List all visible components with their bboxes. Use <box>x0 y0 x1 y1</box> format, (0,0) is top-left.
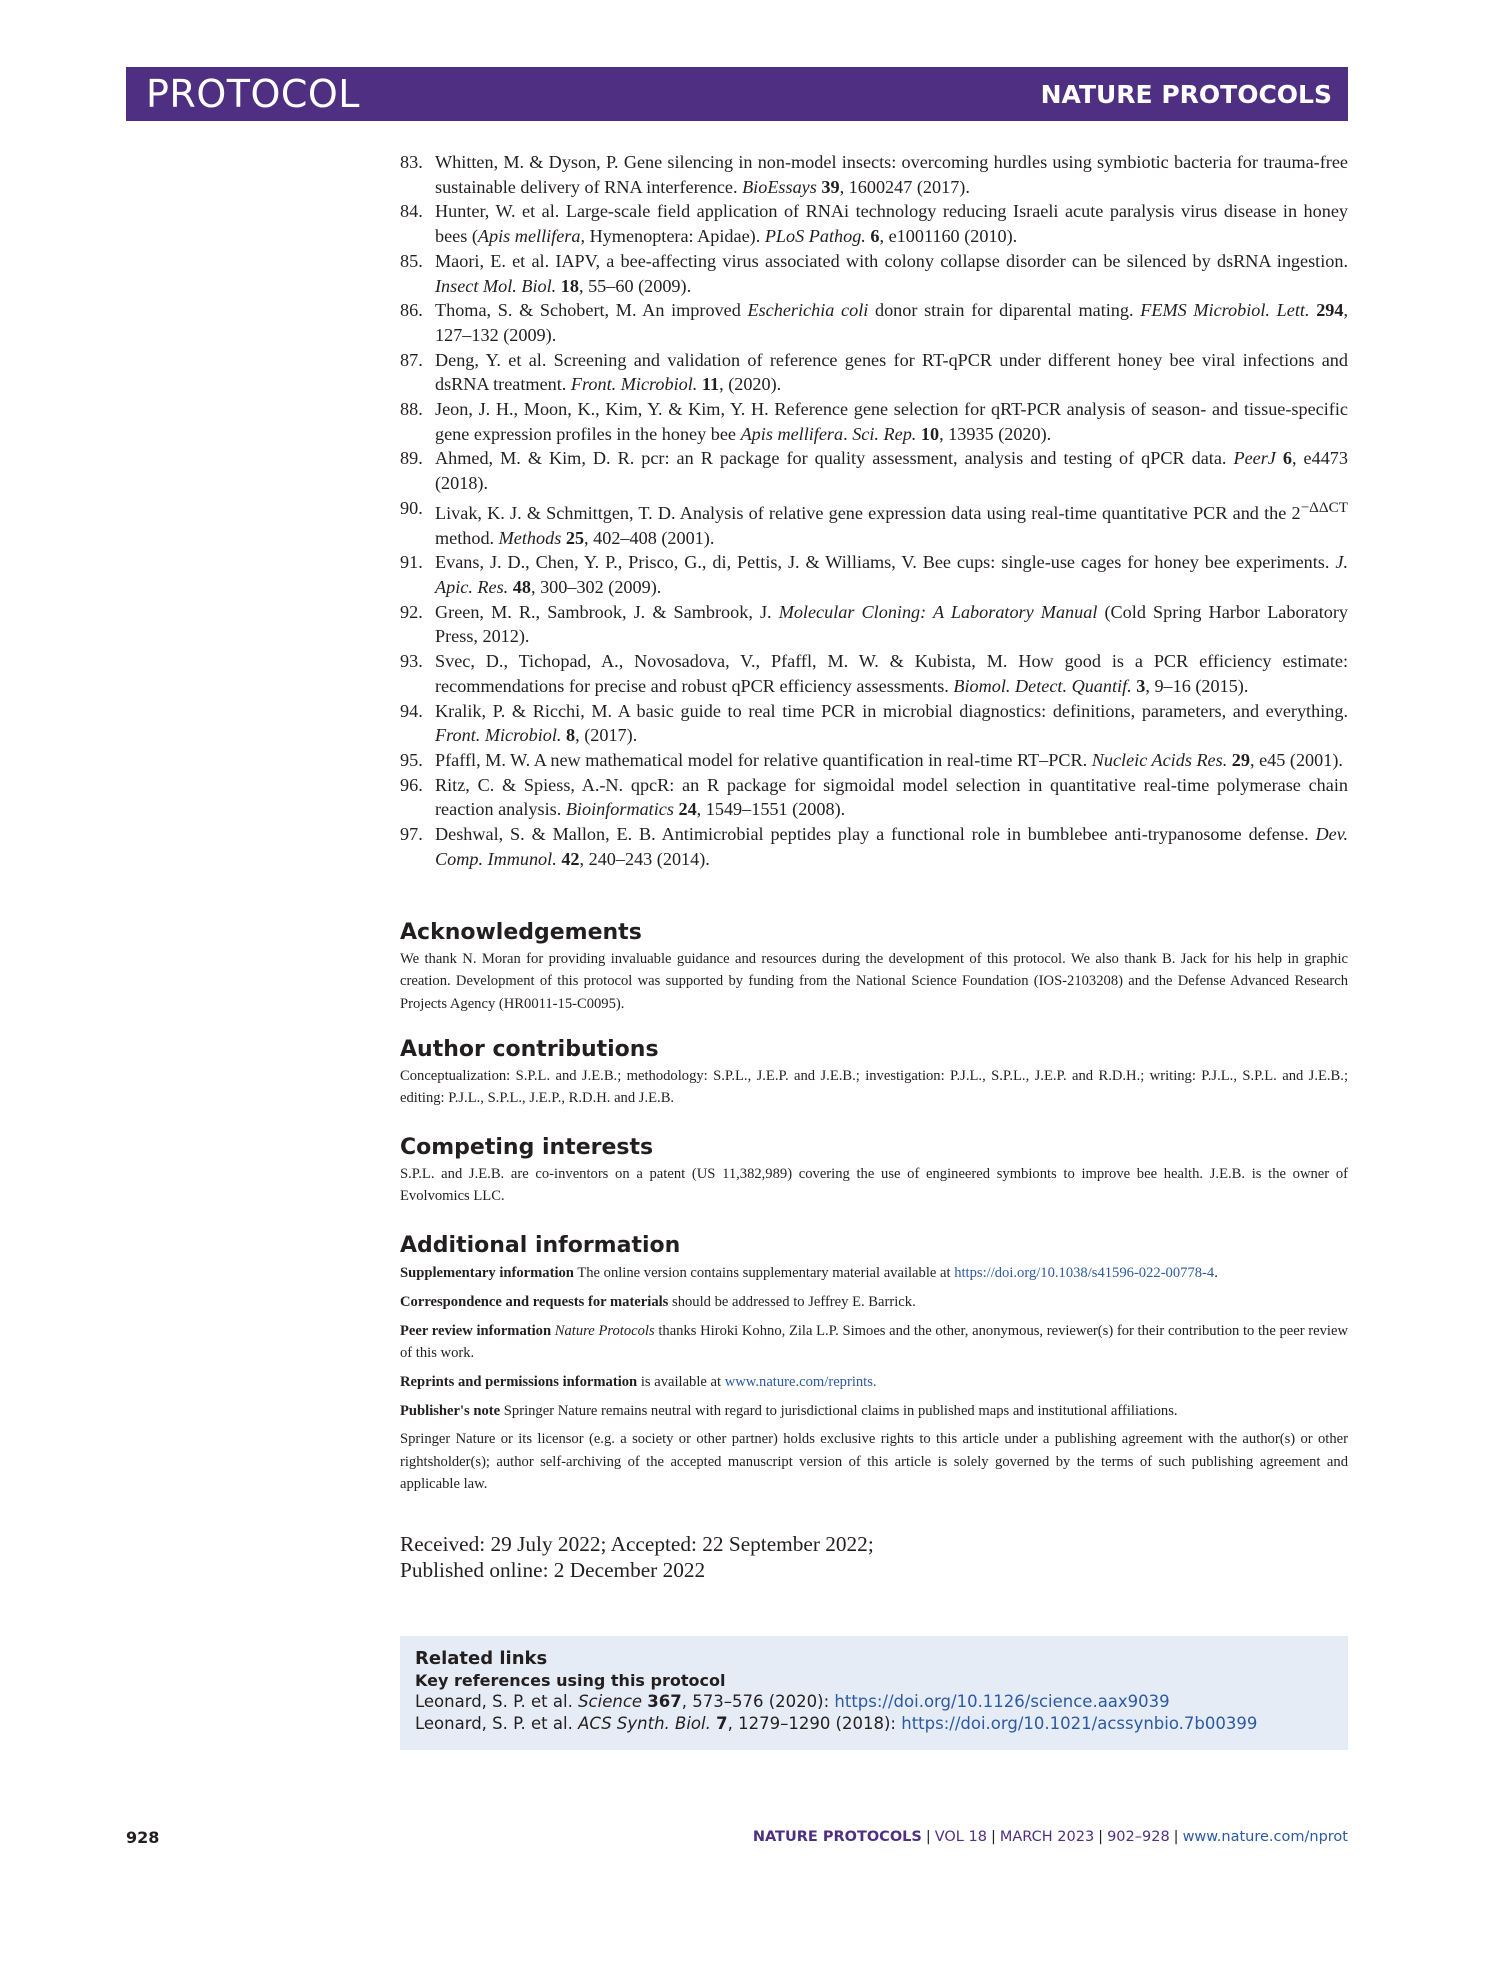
reprints-link[interactable]: www.nature.com/reprints. <box>724 1373 877 1390</box>
reference-text: Whitten, M. & Dyson, P. Gene silencing in non-model insects: overcoming hurdles using symbiotic bacteria for trauma-free sustainable delivery of RNA interference. BioEssays 39, 1600247 (2017). <box>435 152 1348 197</box>
reference-item <box>400 649 1348 698</box>
related-link-authors: Leonard, S. P. et al. <box>415 1692 573 1711</box>
related-link-volume: 367 <box>647 1692 682 1711</box>
competing-interests-heading: Competing interests <box>400 1135 654 1160</box>
author-contributions-heading: Author contributions <box>400 1037 659 1062</box>
reference-item <box>400 298 1348 347</box>
reference-item <box>400 348 1348 397</box>
related-link-url[interactable]: https://doi.org/10.1126/science.aax9039 <box>834 1692 1170 1711</box>
footer-separator: | <box>1098 1829 1104 1845</box>
reference-text: Pfaffl, M. W. A new mathematical model for relative quantification in real-time RT–PCR. Nucleic Acids Res. 29, e45 (2001). <box>435 749 1343 770</box>
related-link-authors: Leonard, S. P. et al. <box>415 1713 573 1733</box>
correspondence-text: should be addressed to Jeffrey E. Barrick. <box>672 1293 916 1310</box>
footer-date: MARCH 2023 <box>999 1829 1095 1845</box>
reference-number: 88. <box>400 399 423 420</box>
reference-text: Evans, J. D., Chen, Y. P., Prisco, G., di, Pettis, J. & Williams, V. Bee cups: single-use cages for honey bee experiments. J. Apic. Res. 48, 300–302 (2009). <box>435 552 1348 598</box>
footer-separator: | <box>1173 1829 1179 1845</box>
peer-review-info <box>400 1320 1348 1365</box>
reference-number: 89. <box>400 448 423 469</box>
reference-number: 87. <box>400 349 423 370</box>
footer-journal: NATURE PROTOCOLS <box>752 1829 922 1845</box>
reference-text: Livak, K. J. & Schmittgen, T. D. Analysis of relative gene expression data using real-time quantitative PCR and the $2^{-\Delta\Delta CT}$ method. Methods 25, 402–408 (2001). <box>435 498 1348 548</box>
supplementary-info: Supplementary information The online version contains supplementary material available at https://doi.org/10.1038/s41596-022-00778-4. <box>400 1265 1218 1281</box>
competing-interests-text: S.P.L. and J.E.B. are co-inventors on a patent (US 11,382,989) covering the use of engineered symbionts to improve bee health. J.E.B. is the owner of Evolvomics LLC. <box>400 1166 1348 1205</box>
related-link-item <box>415 1691 1333 1713</box>
reference-number: 92. <box>400 601 423 622</box>
related-links-subtitle: Key references using this protocol <box>415 1670 726 1690</box>
reference-text: Hunter, W. et al. Large-scale field application of RNAi technology reducing Israeli acute paralysis virus disease in honey bees (Apis mellifera, Hymenoptera: Apidae). PLoS Pathog. 6, e1001160 (2010). <box>435 201 1348 247</box>
reprints-label: Reprints and permissions information <box>400 1373 638 1390</box>
reference-number: 95. <box>400 749 423 770</box>
publisher-note <box>400 1400 1348 1422</box>
supplementary-label: Supplementary information <box>400 1265 574 1281</box>
additional-information <box>400 1262 1348 1502</box>
reference-item <box>400 773 1348 822</box>
related-link-url[interactable]: https://doi.org/10.1021/acssynbio.7b00399 <box>901 1713 1258 1733</box>
section-label: PROTOCOL <box>146 72 360 116</box>
reference-item <box>400 496 1348 550</box>
reference-number: 96. <box>400 774 423 795</box>
reference-number: 91. <box>400 552 423 573</box>
reference-item <box>400 699 1348 748</box>
reference-text: Deshwal, S. & Mallon, E. B. Antimicrobial peptides play a functional role in bumblebee anti-trypanosome defense. Dev. Comp. Immunol. 42, 240–243 (2014). <box>435 824 1348 869</box>
reference-text: Svec, D., Tichopad, A., Novosadova, V., Pfaffl, M. W. & Kubista, M. How good is a PCR efficiency estimate: recommendations for precise and robust qPCR efficiency assessments. Biomol. Detect. Quantif. 3, 9–16 (2015). <box>435 651 1348 696</box>
correspondence-info <box>400 1291 1348 1313</box>
reference-number: 84. <box>400 201 423 222</box>
reference-item <box>400 748 1348 773</box>
reference-item <box>400 249 1348 298</box>
page-header <box>126 67 1348 121</box>
related-link-journal: ACS Synth. Biol. <box>578 1713 711 1733</box>
footer-pages: 902–928 <box>1107 1829 1170 1845</box>
related-link-pages: , 573–576 (2020): <box>681 1692 830 1711</box>
acknowledgements-text: We thank N. Moran for providing invaluable guidance and resources during the development of this protocol. We also thank B. Jack for his help in graphic creation. Development of this protocol was supported by funding from the National Science Foundation (IOS-2103208) and the Defense Advanced Research Projects Agency (HR0011-15-C0095). <box>400 951 1348 1012</box>
reference-text: Ritz, C. & Spiess, A.-N. qpcR: an R package for sigmoidal model selection in quantitative real-time polymerase chain reaction analysis. Bioinformatics 24, 1549–1551 (2008). <box>435 774 1348 820</box>
springer-rights: Springer Nature or its licensor (e.g. a society or other partner) holds exclusive rights to this article under a publishing agreement with the author(s) or other rightsholder(s); author self-archiving of the accepted manuscript version of this article is solely governed by the terms of such publishing agreement and applicable law. <box>400 1431 1348 1493</box>
reference-item <box>400 600 1348 649</box>
reference-number: 97. <box>400 824 423 845</box>
reference-item <box>400 822 1348 871</box>
reference-number: 90. <box>400 497 423 518</box>
footer-citation <box>753 1829 1348 1845</box>
related-links-box <box>400 1636 1348 1750</box>
related-link-journal: Science <box>578 1692 643 1711</box>
footer-separator: | <box>925 1829 931 1845</box>
publisher-note-text: Springer Nature remains neutral with regard to jurisdictional claims in published maps and institutional affiliations. <box>503 1402 1178 1419</box>
related-link-pages: , 1279–1290 (2018): <box>727 1713 896 1733</box>
footer-volume: VOL 18 <box>934 1829 987 1845</box>
page-number: 928 <box>126 1828 160 1847</box>
acknowledgements-heading: Acknowledgements <box>400 920 642 945</box>
author-contributions-text: Conceptualization: S.P.L. and J.E.B.; methodology: S.P.L., J.E.P. and J.E.B.; investigation: P.J.L., S.P.L., J.E.P. and R.D.H.; writing: P.J.L., S.P.L. and J.E.B.; editing: P.J.L., S.P.L., J.E.P., R.D.H. and J.E.B. <box>400 1068 1348 1107</box>
reference-item <box>400 446 1348 495</box>
journal-label: NATURE PROTOCOLS <box>1040 79 1332 109</box>
related-link-volume: 7 <box>716 1713 728 1733</box>
supplementary-text: The online version contains supplementary material available at <box>577 1265 951 1281</box>
reference-text: Deng, Y. et al. Screening and validation of reference genes for RT-qPCR under different honey bee viral infections and dsRNA treatment. Front. Microbiol. 11, (2020). <box>435 349 1348 395</box>
reference-number: 85. <box>400 250 423 271</box>
reprints-info <box>400 1371 1348 1393</box>
received-accepted: Received: 29 July 2022; Accepted: 22 September 2022; <box>400 1532 874 1556</box>
reference-text: Green, M. R., Sambrook, J. & Sambrook, J. Molecular Cloning: A Laboratory Manual (Cold Spring Harbor Laboratory Press, 2012). <box>435 601 1348 647</box>
reprints-text: is available at <box>640 1373 722 1390</box>
reference-text: Ahmed, M. & Kim, D. R. pcr: an R package for quality assessment, analysis and testing of qPCR data. PeerJ 6, e4473 (2018). <box>435 448 1348 494</box>
reference-number: 86. <box>400 300 423 321</box>
additional-information-heading: Additional information <box>400 1233 681 1258</box>
reference-item <box>400 550 1348 599</box>
related-link-item <box>415 1713 1333 1735</box>
published-online: Published online: 2 December 2022 <box>400 1557 706 1582</box>
reference-text: Jeon, J. H., Moon, K., Kim, Y. & Kim, Y. H. Reference gene selection for qRT-PCR analysis of season- and tissue-specific gene expression profiles in the honey bee Apis mellifera. Sci. Rep. 10, 13935 (2020). <box>435 399 1348 444</box>
reference-number: 93. <box>400 651 423 672</box>
reference-text: Thoma, S. & Schobert, M. An improved Escherichia coli donor strain for diparental mating. FEMS Microbiol. Lett. 294, 127–132 (2009). <box>435 300 1349 345</box>
reference-item <box>400 397 1348 446</box>
supplementary-link[interactable]: https://doi.org/10.1038/s41596-022-00778-4 <box>954 1265 1215 1281</box>
peer-review-label: Peer review information <box>400 1322 552 1339</box>
peer-review-text: thanks Hiroki Kohno, Zila L.P. Simoes and the other, anonymous, reviewer(s) for their contribution to the peer review of this work. <box>400 1322 1349 1361</box>
article-dates <box>400 1532 874 1583</box>
peer-review-journal: Nature Protocols <box>554 1322 655 1339</box>
reference-text: Maori, E. et al. IAPV, a bee-affecting virus associated with colony collapse disorder can be silenced by dsRNA ingestion. Insect Mol. Biol. 18, 55–60 (2009). <box>435 250 1348 296</box>
reference-number: 83. <box>400 152 423 172</box>
correspondence-label: Correspondence and requests for materials <box>400 1293 669 1310</box>
reference-item <box>400 199 1348 248</box>
footer-url[interactable]: www.nature.com/nprot <box>1182 1829 1348 1845</box>
reference-list <box>400 150 1348 871</box>
reference-text: Kralik, P. & Ricchi, M. A basic guide to real time PCR in microbial diagnostics: definitions, parameters, and everything. Front. Microbiol. 8, (2017). <box>435 700 1348 746</box>
publisher-note-label: Publisher's note <box>400 1402 501 1419</box>
footer-separator: | <box>990 1829 996 1845</box>
related-links-title: Related links <box>415 1648 548 1669</box>
reference-number: 94. <box>400 700 423 721</box>
reference-item <box>400 150 1348 199</box>
